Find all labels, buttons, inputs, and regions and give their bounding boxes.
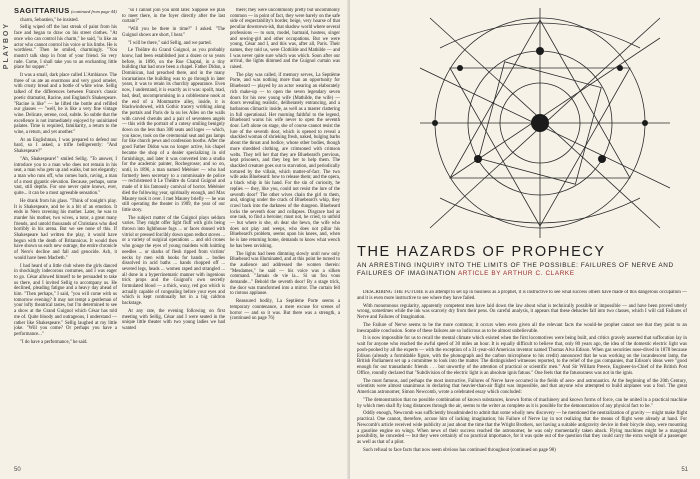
paragraph: "Will you be there in time?" I asked. "The Guignol shows are short, I hear." bbox=[122, 27, 225, 38]
paragraph: DESCRIBING THE FUTURE is an attempt to set up in business as a prophet, it is instructive to see what success others have made of this dangerous occupation — and it is even more instructive to see where they have failed. bbox=[357, 290, 687, 301]
paragraph: "I will be there," said Sellig, and we parted. bbox=[128, 40, 212, 46]
subtitle-text: AN ARRESTING INQUIRY INTO THE LIMITS OF THE POSSIBLE: FAILURES OF NERVE AND FAILURES OF IMAGINATION bbox=[357, 262, 674, 277]
article-body bbox=[357, 290, 687, 465]
paragraph: The play was called, if memory serves, La Septième Porte, and was nothing more than an opportunity for Bluebeard — played by an actor wearing an elaborately rich make-up — to open the seven legendary seven doors for his new young wife (Mathilde, the wife) — doors revealing realistic, deliberately entrancing, and a barbarous climactic inside, as well as a master clattering in full operational. Her morning faithful to the legend, Bluebeard warns his wife never to open the seventh door. Left alone on stage, she of course cannot resist the lure of the seventh door, which is opened to reveal a shackled woman of shrieking fresh, naked, bulging barbs about the throat and bodice, whose other bodies, though more shredded clothing, are crimsoned with crimson welts. They tell her that they are Bluebeard's previous, kept prisoners, and they beg her to help them. The shackled creature goes out to starvation, and periodically tortured by the villain, which matter-of-fact. The two wife asks Bluebeard: how to release them; and the opera, a black whip in his hand. For the sin of curiosity, he replies — they, like you, could not resist the lure of the seventh door!' The other wives chain the girl to them, and, stinging under the crack of Bluebeard's whip, they crawl back into the darkness of the dungeon. Bluebeard locks the seventh door and collapses. Disgrace had as one task, to find a heroine; must not, he cried, to unfold — but where is she, oh dear she hewn, the wife who does not play and weeps, who does not pillar his Bluebeard's problem, seems upon his knees, and, when he is late returning home, demands to know what wench he has been ravishing. bbox=[230, 72, 340, 249]
paragraph: At an Englishman, I was prepared to defend our bard, so I asked, a trifle belligerently: "And Shakespeare?" bbox=[14, 137, 117, 155]
node-dot bbox=[457, 65, 463, 71]
paragraph: "The demonstration that no possible combination of known substances, known forms of machinery and known forms of force, can be united in a practical machine by which men shall fly long distances through the air, seems to the writer as complete as it is possible for the demonstration of any physical fact to be." bbox=[357, 397, 687, 409]
left-column-2 bbox=[122, 8, 225, 466]
paragraph: Le Théâtre du Grand Guignol, as you probably know, had been established just a dozen or so years before, in 1896, on the Rue Chaptal, in a tiny building that had once been a chapel. Father Didon, a Dominican, had preached there, and in the many incarnations the building was to go through in later years, it was to retain its churchly appearance. Even now, I understand, it is exactly as it was: spoilt, mad, bad, deaf, uncompromising in a cobblestone nook at the end of a Montmartre alley, inside, it is blackwindowed, with Gothic tracery writhing along the portals and Paris de la ou les Ailes on the walls with carved cherubs and a pair of seventeen angels — this with the portrait of a cutesy smiling benignly down on the less than 300 seats and loges — which, you know, took on the ceremonial seat and gas lamps for like church pews and confession booths. After the good Father Didon was no longer active, his chapel became the shop of a dealer specializing in old furnishings, and later it was converted into a studio for the academic painter, Rochegrosse; and so on, until, in 1896, a man named Méténier — who had formerly been secretary to a commissaire de police — rechristened it Le Théâtre du Grand Guignol and made of it his famously carnival of horror. Méténier died the following year, spiritually enough, and Max Maurey took it over. I met Maurey briefly — he was still operating the theater in 1909, the year of our little story. bbox=[122, 48, 225, 213]
paragraph: Reassured bodily, La Septième Porte seems a temporary countenance, a mere excuse for scenes of horror — and so it was. But there was a strength, a (continued on page 76) bbox=[230, 299, 340, 322]
node-dot bbox=[642, 120, 648, 126]
article-subtitle bbox=[357, 262, 687, 277]
ray-line bbox=[450, 38, 660, 178]
section-header bbox=[14, 8, 117, 16]
paragraph: Such refusal to face facts that now seem obvious has continued throughout (continued on page 98) bbox=[363, 447, 556, 453]
paragraph: "Ah, Shakespeare!" smiled Sellig. "To answer, I introduce you to a man who does not remain in his seat, a man who gets up and walks, but not elegantly; a man who runs off, who comes back, raving, a man of a most gigantic elevation. Because, perhaps, some vast, still depths. For one never quite knows, ever, quite... it can be a most agreeable sensation." bbox=[14, 156, 117, 197]
section-title: SAGITTARIUS bbox=[14, 8, 70, 15]
paragraph: At any rate, the evening following on first meeting with Sellig, César and I were seated in the unique little theater with two young ladies we had wanted bbox=[122, 308, 225, 331]
paragraph: The Failure of Nerve seems to be the more common; it occurs when even given all the relevant facts the would-be prophet cannot see that they point to an inescapable conclusion. Some of these failures are so ludicrous as to be almost unbelievable. bbox=[357, 322, 687, 334]
article-title: THE HAZARDS OF PROPHECY bbox=[357, 244, 606, 260]
paragraph: I had heard of a little club where the girls danced in shockingly indecorous costumes, and I was eager to go. César allowed himself to be persuaded to take us there, and I invited Sellig to accompany us. He declined, pleading fatigue and a heavy day ahead of him. "Then perhaps," I said, "you will come with us tomorrow evening? It may not tempt a gentleman of your lofty theatrical tastes, but I'm determined to see a show at the Grand Guignol which César has told me of. Quite bloody and outrageous, I understand — rather like Shakespeare." Sellig laughed at my little joke. "Will you come? Or perhaps you have a performance..." bbox=[14, 263, 117, 337]
paragraph: charm, Sebastien," he insisted. bbox=[20, 17, 79, 23]
continued-from: (continued from page 44) bbox=[71, 9, 117, 14]
node-dot bbox=[598, 155, 606, 163]
node-dot bbox=[617, 65, 623, 71]
node-dot bbox=[432, 120, 438, 126]
left-column-3 bbox=[230, 8, 340, 466]
paragraph: Oddly enough, Newcomb was sufficiently broadminded to admit that some wholly new discovery — he mentioned the neutralization of gravity — might make flight practical. One cannot, therefore, accuse him of lacking imagination; his Failure of Nerve lay in not realizing that the means of flight were already at hand. For Newcomb's article received wide publicity at just about the time that the Wright Brothers, not having a suitable antigravity device in their bicycle shop, were mounting a gasoline engine on wings. When news of their success reached the astronomer, he was only momentarily taken aback. Flying machines might be a marginal possibility, he conceded — but they were certainly of no practical importance, for it was quite out of the question that they could carry the extra weight of a passenger as well as that of a pilot. bbox=[357, 411, 687, 445]
article-byline: ARTICLE BY ARTHUR C. CLARKE bbox=[457, 269, 575, 277]
center-dot bbox=[531, 114, 549, 132]
magazine-vertical-label: PLAYBOY bbox=[3, 22, 10, 70]
paragraph: "I do have a performance," he said. bbox=[20, 339, 88, 345]
paragraph: The lights had been dimming slowly until now only Bluebeard was illuminated, and at this point he turned to the audience and addressed the women therein: "Mesdames," he said — his voice was a silken command. "Jamais de vie la... Si un fou vous demande..." Behold the seventh door! By a stage trick, the door was transformed into a mirror. The curtain fell to riotous applause. bbox=[230, 251, 340, 297]
paragraph: there; they were uncommonly pretty but uncommonly common — in point of fact, they were barely on the safe side of respectability's border, beige, very hoarse of that peculiar downtown-ish, that shadow world where several professions — to sum, model, barmaid, hostess, singer and sewing-girl and other occupations. But we were young, César and I, and this was, after all, Paris. Their names, they told us, were Clothilde and Mathilde — and I was never quite sure which was which. Soon after our arrival, the lights dimmed and the Guignol curtain was raised. bbox=[230, 8, 340, 71]
paragraph: The subject matter of the Guignol plays seldom varies. They might offer light fluff with girls being thrown into lighthouse fogs ... or faces doused with vitriol or pressed forcibly down upon redhot stoves ... or a variety of surgical operations ... and old crones who gouge the eyes of young maidens with knitting needles ... or sharks of flesh ripped from victims' necks by men with hooks for hands ... bodies dissolved in acid baths ... hands chopped off ... severed legs, heads ... women raped and strangled ... all done in a hypercinematic manner with ingenious trick props and the Guignol's own secretly formulated blood — a thick, waxy, red goo which is actually capable of congealing before your eyes and which is kept continually hot in a big caldron backstage. bbox=[122, 215, 225, 307]
page-number-right: 51 bbox=[681, 467, 688, 473]
paragraph: He drank from his glass. "Think of tonight's play. It is Shakespeare, and he is a bit of an emotion. It ends in Nero ravening his mother. Later, he was to murder his mother, two wives, a tutor, a great many friends, and untold thousands of Christians who died horribly in his arena. But we see none of this. If Shakespeare had written the play, it would have begun with the death of Britannicus. It would then have shown us each new outrage, the entire chronicle of Nero's decline and fall and genocide. Ach, it would have been Macbeth." bbox=[14, 198, 117, 261]
paragraph: It is now impossible for us to recall the mental climate which existed when the first locomotives were being built, and critics gravely asserted that suffocation lay in wait for anyone who reached the awful speed of 30 miles an hour. It is equally difficult to believe that, only 80 years ago, the idea of the domestic electric light was pooh-poohed by all the experts — with the exception of a 31-year-old American inventor named Thomas Alva Edison. When gas securities nose-dived in 1878 because Edison (already a formidable figure, with the phonograph and the carbon microphone to his credit) announced that he was working on the incandescent lamp, the British Parliament set up a committee to look into the matter. The distinguished witnesses reported, to the relief of the gas companies, that Edison's ideas were "good enough for our transatlantic friends . . . but unworthy of the attention of practical or scientific men." And Sir William Preece, Engineer-in-Chief of the British Post Office, roundly declared that "Subdivision of the electric light is an absolute ignis fatuus." One feels that the fatuousness was not in the ignis. bbox=[357, 336, 687, 376]
paragraph: The most famous, and perhaps the most instructive, Failures of Nerve have occurred in the fields of aero- and astronautics. At the beginning of the 20th Century, scientists were almost unanimous in declaring that heavier-than-air flight was impossible, and that anyone who attempted to build airplanes was a fool. The great American astronomer, Simon Newcomb, wrote a celebrated essay which concluded: bbox=[357, 378, 687, 395]
paragraph: "so I cannot join you until later. Suppose we plan to meet there, in the foyer directly after the last curtain?" bbox=[122, 8, 225, 25]
paragraph: It was a small, dark place called L'Ambiance. The three of us ate an enormous and very good omelet, with crusty bread and a bottle of white wine. Sellig talked of the differences between France's classic poetic dramatist, Racine, and England's Shakespeare. "Racine is like" — he lifted the bottle and refilled our glasses — "well, he is like a very fine vintage wine. Delicate, serene, cool, subtle. So subtle that the excellence is not immediately enjoyed by uninitiated palates. Time is required, familiarity, a return to the wine, a return, and yet another." bbox=[14, 73, 117, 136]
page-number-left: 50 bbox=[14, 467, 21, 473]
paragraph: With monotonous regularity, apparently competent men have laid down the law about what is technically possible or impossible — and have been proved utterly wrong, sometimes while the ink was scarcely dry from their pens. On careful analysis, it appears that these debacles fall into two classes, which I will call Failures of Nerve and Failures of Imagination. bbox=[357, 303, 687, 320]
geometric-illustration bbox=[420, 8, 680, 238]
node-dot bbox=[536, 47, 544, 55]
paragraph: Sellig wiped off the last streak of paint from his face and began to draw on his street clothes. "At once who can control his charm," he said, "is like an actor who cannot control his voice or his limbs. He is worthless." Then he smiled, charmingly. "You mustn't talk shop in front of your friend. So very rude. Come, I shall take you to an enchanting little place for supper." bbox=[14, 25, 117, 71]
node-dot bbox=[474, 155, 482, 163]
left-column-1 bbox=[14, 8, 117, 466]
